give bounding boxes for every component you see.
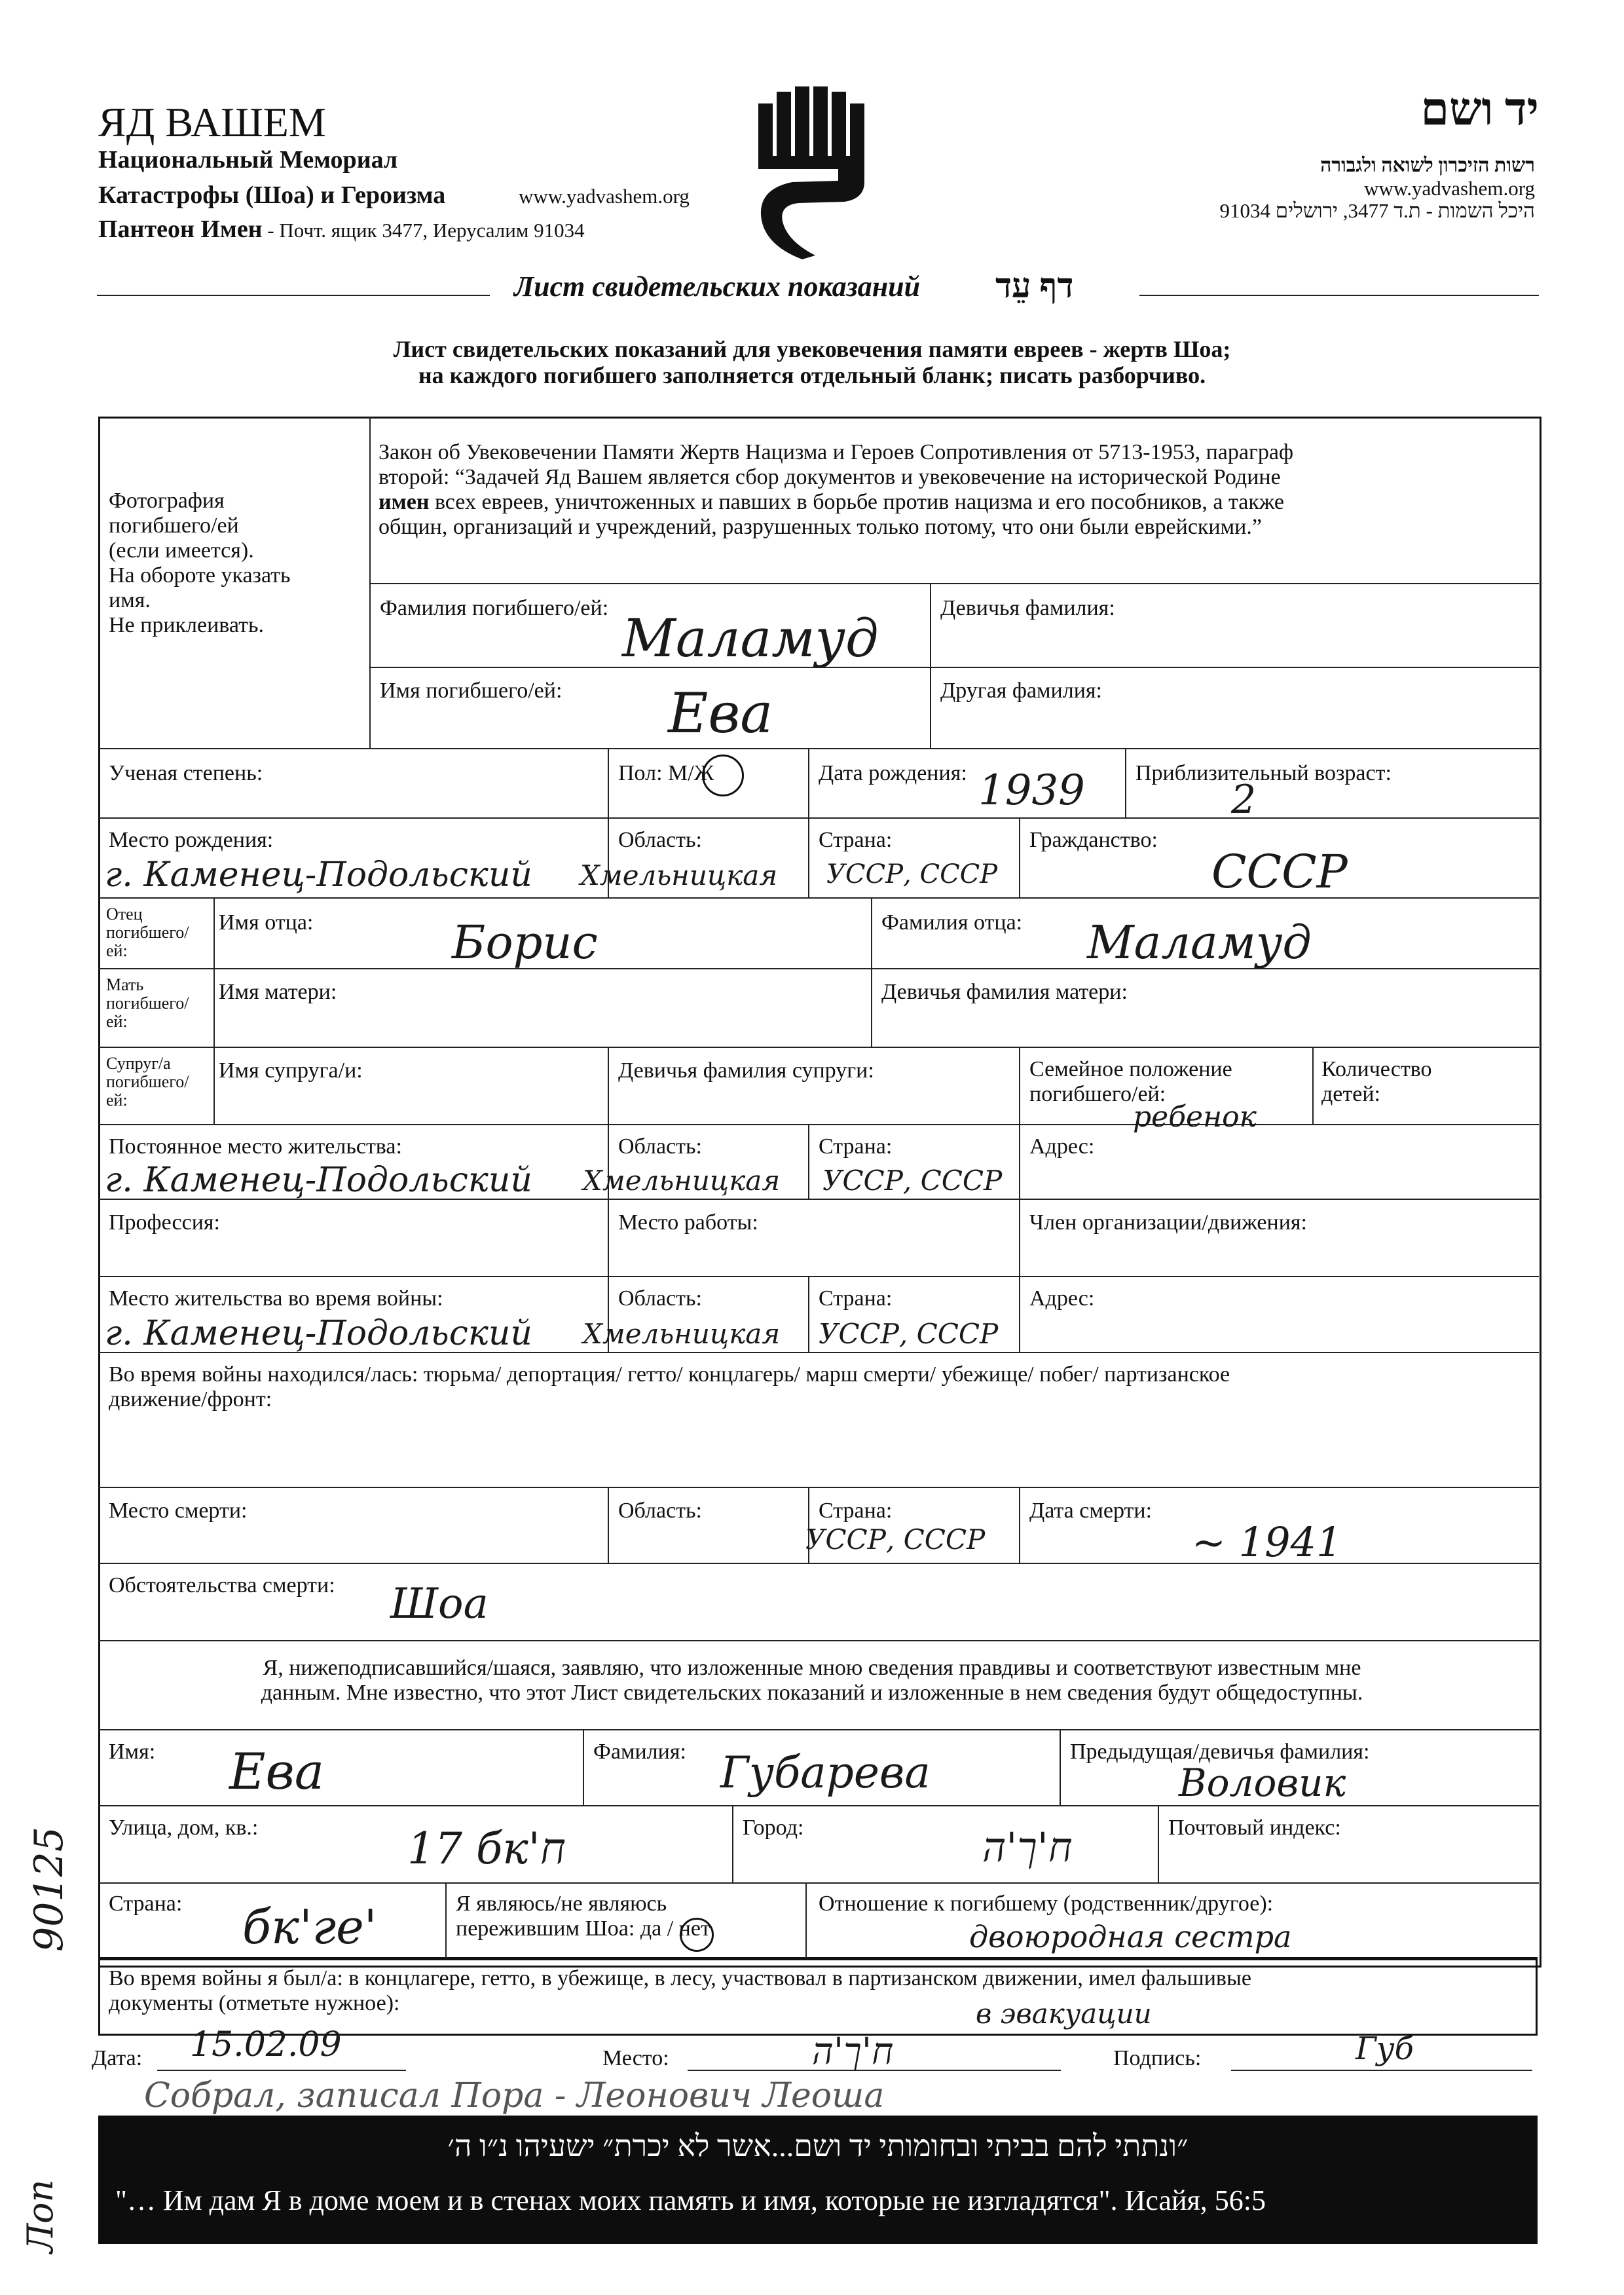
res-address-label: Адрес: (1029, 1134, 1095, 1159)
dob-value[interactable]: 1939 (978, 766, 1085, 815)
death-circ-label: Обстоятельства смерти: (109, 1573, 335, 1597)
rule (98, 817, 1539, 819)
res-country-value[interactable]: УССР, СССР (822, 1165, 1003, 1197)
declaration: Я, нижеподписавшийся/шаяся, заявляю, что изложенные мною сведения правдивы и соответствуют известным мне данным. Мне известно, что этот Лист свидетельских показаний и изложенные в нем сведения будут общедоступны. (261, 1656, 1363, 1705)
death-date-label: Дата смерти: (1029, 1499, 1153, 1523)
sub-war-label: Во время войны я был/а: в концлагере, гетто, в убежище, в лесу, участвовал в партизанском движении, имел фальшивые документы (отметьте нужное): (109, 1966, 1251, 2015)
vrule (1125, 748, 1126, 817)
mother-side-label: Мать погибшего/ ей: (106, 975, 189, 1031)
death-place-label: Место смерти: (109, 1499, 248, 1523)
birth-region-value[interactable]: Хмельницкая (580, 859, 778, 891)
res-region-label: Область: (618, 1134, 702, 1159)
sub-name-value[interactable]: Ева (229, 1742, 325, 1801)
sheet-title: Лист свидетельских показаний (514, 271, 921, 303)
signature-value[interactable]: Губ (1356, 2030, 1414, 2067)
rule (98, 1640, 1539, 1641)
surname-value[interactable]: Маламуд (622, 608, 879, 669)
rule (98, 1805, 1539, 1806)
death-country-value[interactable]: УССР, СССР (805, 1523, 986, 1556)
street-value[interactable]: 17 бк'ח (407, 1823, 566, 1874)
death-circ-value[interactable]: Шоа (390, 1580, 489, 1628)
date-label: Дата: (92, 2046, 143, 2070)
war-residence-value[interactable]: г. Каменец-Подольский (105, 1314, 532, 1353)
war-region-label: Область: (618, 1286, 702, 1311)
vrule (445, 1882, 447, 1958)
vrule (213, 897, 215, 1124)
yad-vashem-logo (753, 84, 871, 261)
vrule (808, 748, 809, 899)
place-label: Место: (602, 2046, 669, 2070)
vrule (1019, 1124, 1020, 1352)
footer-hebrew-quote: ״ונתתי להם בביתי ובחומותי יד ושם...אשר לא יכרת״ ישעיהו נ״ו ה׳ (447, 2129, 1189, 2163)
org-title-he: יד ושם (1420, 84, 1539, 135)
vrule (583, 1729, 584, 1805)
city-value[interactable]: ח'ך'ה (982, 1823, 1073, 1871)
title-rule-right (1139, 295, 1539, 296)
war-address-label: Адрес: (1029, 1286, 1095, 1311)
death-region-label: Область: (618, 1499, 702, 1523)
death-country-label: Страна: (819, 1499, 893, 1523)
res-region-value[interactable]: Хмельницкая (583, 1165, 781, 1197)
marital-value[interactable]: ребенок (1133, 1100, 1257, 1134)
mother-maiden-label: Девичья фамилия матери: (881, 980, 1128, 1004)
member-label: Член организации/движения: (1029, 1210, 1307, 1235)
instructions-line2: на каждого погибшего заполняется отдельный бланк; писать разборчиво. (418, 362, 1206, 388)
street-label: Улица, дом, кв.: (109, 1816, 259, 1840)
first-name-value[interactable]: Ева (668, 681, 773, 745)
vrule (732, 1805, 733, 1882)
sub-war-value[interactable]: в эвакуации (976, 1998, 1152, 2030)
father-surname-value[interactable]: Маламуд (1087, 916, 1312, 969)
father-side-label: Отец погибшего/ ей: (106, 905, 189, 960)
org-line1-ru: Национальный Мемориал (98, 146, 398, 174)
margin-note: Лоп (20, 2179, 61, 2253)
rule (370, 667, 1539, 668)
father-name-label: Имя отца: (219, 910, 314, 935)
signature-label: Подпись: (1113, 2046, 1202, 2070)
other-surname-label: Другая фамилия: (940, 679, 1102, 703)
first-name-label: Имя погибшего/ей: (380, 679, 563, 703)
birthplace-label: Место рождения: (109, 828, 274, 852)
photo-hint: Фотография погибшего/ей (если имеется). На обороте указать имя. Не приклеивать. (109, 489, 291, 637)
sex-circle-mark[interactable] (702, 755, 744, 796)
rule (98, 968, 1539, 969)
spouse-name-label: Имя супруга/и: (219, 1058, 363, 1083)
sub-name-label: Имя: (109, 1740, 156, 1764)
surname-label: Фамилия погибшего/ей: (380, 596, 609, 620)
rule (98, 1276, 1539, 1277)
sub-surname-value[interactable]: Губарева (720, 1747, 931, 1798)
pantheon-label: Пантеон Имен (98, 215, 263, 243)
vrule (1312, 1047, 1314, 1124)
res-country-label: Страна: (819, 1134, 893, 1159)
dob-label: Дата рождения: (819, 761, 967, 785)
war-country-value[interactable]: УССР, СССР (819, 1318, 999, 1350)
vrule (1060, 1729, 1061, 1805)
vrule (871, 897, 872, 1047)
citizenship-label: Гражданство: (1029, 828, 1158, 852)
org-url-ru: www.yadvashem.org (519, 185, 690, 208)
org-line1-he: רשות הזיכרון לשואה ולגבורה (1320, 155, 1535, 176)
date-value[interactable]: 15.02.09 (190, 2025, 342, 2064)
sub-prev-value[interactable]: Воловик (1179, 1761, 1346, 1805)
sub-country-value[interactable]: бк'ге' (242, 1899, 377, 1954)
org-url-he: www.yadvashem.org (1364, 177, 1535, 200)
signature-line (1231, 2070, 1532, 2071)
rule (98, 1124, 1539, 1125)
spouse-maiden-label: Девичья фамилия супруги: (618, 1058, 874, 1083)
sub-prev-label: Предыдущая/девичья фамилия: (1070, 1740, 1370, 1764)
title-rule-left (97, 295, 490, 296)
birth-country-value[interactable]: УССР, СССР (826, 859, 998, 889)
vrule (805, 1882, 807, 1958)
profession-label: Профессия: (109, 1210, 220, 1235)
vrule (808, 1124, 809, 1200)
org-title-ru: ЯД ВАШЕМ (98, 99, 326, 145)
war-residence-label: Место жительства во время войны: (109, 1286, 443, 1311)
birthplace-value[interactable]: г. Каменец-Подольский (105, 855, 532, 895)
sub-surname-label: Фамилия: (593, 1740, 686, 1764)
spouse-side-label: Супруг/а погибшего/ ей: (106, 1054, 189, 1110)
place-value[interactable]: ח'ך'ה (812, 2030, 894, 2073)
birth-country-label: Страна: (819, 828, 893, 852)
rule (98, 748, 1539, 749)
birth-region-label: Область: (618, 828, 702, 852)
instructions-line1: Лист свидетельских показаний для увековечения памяти евреев - жертв Шоа; (393, 336, 1231, 362)
vrule (1019, 1047, 1020, 1124)
rule (98, 1487, 1539, 1488)
rule (98, 1047, 1539, 1048)
vrule (608, 1487, 609, 1563)
margin-number: 90125 (26, 1827, 72, 1952)
degree-label: Ученая степень: (109, 761, 263, 785)
org-line3-he: היכל השמות - ת.ד 3477, ירושלים 91034 (1219, 199, 1535, 222)
survivor-circle-mark[interactable] (680, 1918, 714, 1952)
sub-country-label: Страна: (109, 1892, 183, 1916)
sex-label: Пол: М/Ж (618, 761, 714, 785)
mother-name-label: Имя матери: (219, 980, 337, 1004)
father-surname-label: Фамилия отца: (881, 910, 1023, 935)
maiden-label: Девичья фамилия: (940, 596, 1115, 620)
law-quote: Закон об Увековечении Памяти Жертв Нацизма и Героев Сопротивления от 5713-1953, параграф второй: “Задачей Яд Вашем является сбор документов и увековечение на исторической Родине имен всех евреев, уничтоженных и павших в борьбе против нацизма и его пособников, а также общин, организаций и учреждений, разрушенных только потому, что они были еврейскими.” (378, 440, 1294, 539)
war-country-label: Страна: (819, 1286, 893, 1311)
date-line (157, 2070, 406, 2071)
rule (370, 583, 1539, 584)
rule (98, 1729, 1539, 1730)
residence-value[interactable]: г. Каменец-Подольский (105, 1161, 532, 1200)
vrule (608, 1047, 609, 1124)
children-label: Количество детей: (1321, 1057, 1432, 1106)
survivor-label: Я являюсь/не являюсь пережившим Шоа: да / нет (456, 1892, 710, 1941)
relation-value[interactable]: двоюродная сестра (969, 1919, 1292, 1954)
vrule (369, 417, 371, 748)
workplace-label: Место работы: (618, 1210, 758, 1235)
vrule (1019, 817, 1020, 899)
vrule (1158, 1805, 1159, 1882)
vrule (1019, 1487, 1020, 1563)
approx-age-label: Приблизительный возраст: (1135, 761, 1392, 785)
citizenship-value[interactable]: СССР (1211, 845, 1348, 899)
postcode-label: Почтовый индекс: (1168, 1816, 1341, 1840)
org-line2-ru: Катастрофы (Шоа) и Героизма (98, 181, 446, 209)
vrule (808, 1276, 809, 1352)
war-status-label: Во время войны находился/лась: тюрьма/ депортация/ гетто/ концлагерь/ марш смерти/ убежище/ побег/ партизанское движение/фронт: (109, 1362, 1230, 1411)
collector-note: Собрал, записал Пора - Леонович Леоша (144, 2076, 885, 2116)
footer-russian-quote: "… Им дам Я в доме моем и в стенах моих память и имя, которые не изгладятся". Исайя, 56:5 (115, 2184, 1266, 2216)
death-date-value[interactable]: ~ 1941 (1192, 1518, 1342, 1566)
org-line3-ru (98, 215, 585, 244)
marital-label: Семейное положение погибшего/ей: (1029, 1057, 1232, 1106)
approx-age-value[interactable]: 2 (1231, 777, 1257, 823)
war-region-value[interactable]: Хмельницкая (583, 1318, 781, 1350)
residence-label: Постоянное место жительства: (109, 1134, 402, 1159)
city-label: Город: (743, 1816, 804, 1840)
vrule (930, 583, 931, 748)
sheet-title-he: דף עֵד (995, 268, 1074, 305)
relation-label: Отношение к погибшему (родственник/другое): (819, 1892, 1274, 1916)
father-name-value[interactable]: Борис (452, 916, 598, 969)
po-box: - Почт. ящик 3477, Иерусалим 91034 (262, 219, 585, 242)
rule (98, 1882, 1539, 1884)
